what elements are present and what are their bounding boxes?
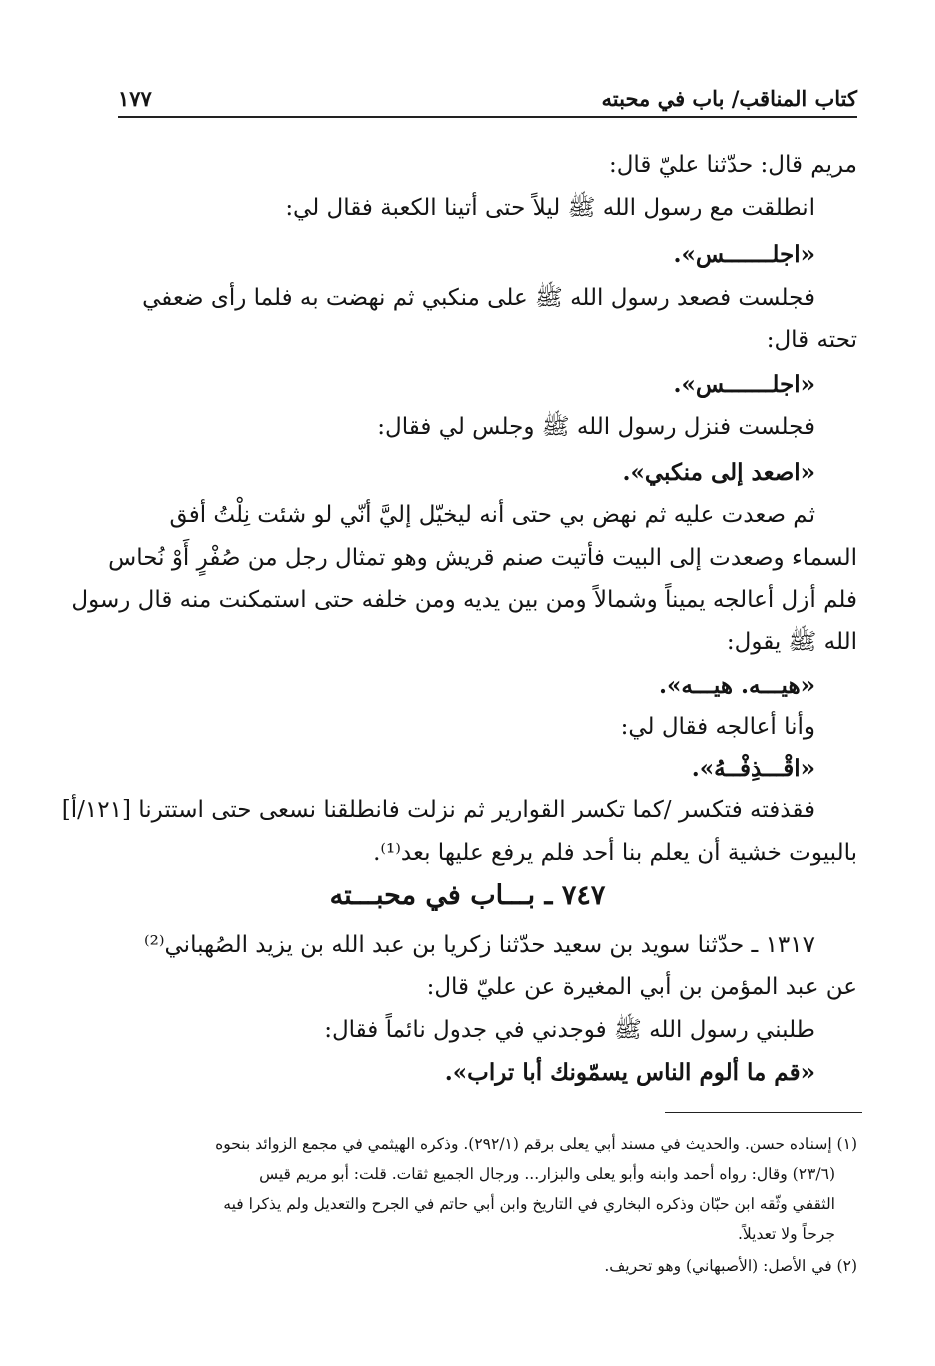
text-line: وأنا أعالجه فقال لي: xyxy=(620,714,815,740)
footnote-line: جرحاً ولا تعديلاً. xyxy=(737,1225,835,1243)
footnote-line: الثقفي وثّقه ابن حبّان وذكره البخاري في التاريخ وابن أبي حاتم في الجرح والتعديل ولم يذكرا فيه xyxy=(223,1195,835,1213)
footnote-line: (١) إسناده حسن. والحديث في مسند أبي يعلى برقم (٢٩٢/١). وذكره الهيثمي في مجمع الزوائد بنحوه xyxy=(215,1135,857,1153)
quote-line: «اجلـــــــس». xyxy=(673,241,815,268)
text-line: مريم قال: حدّثنا عليّ قال: xyxy=(608,152,857,178)
text-line: فجلست فصعد رسول الله ﷺ على منكبي ثم نهضت به فلما رأى ضعفي xyxy=(142,285,815,311)
text-line: ثم صعدت عليه ثم نهض بي حتى أنه ليخيّل إليَّ أنّي لو شئت نِلْتُ أفق xyxy=(169,502,815,528)
text-line: عن عبد المؤمن بن أبي المغيرة عن عليّ قال: xyxy=(426,974,857,1000)
text-line: الله ﷺ يقول: xyxy=(726,629,857,655)
text-line: انطلقت مع رسول الله ﷺ ليلاً حتى أتينا الكعبة فقال لي: xyxy=(285,195,815,221)
running-title: كتاب المناقب/ باب في محبته xyxy=(601,86,857,111)
footnote-rule xyxy=(665,1112,862,1113)
quote-line: «اقْـــذِفْــهُ». xyxy=(691,755,815,782)
text-line: السماء وصعدت إلى البيت فأتيت صنم قريش وهو تمثال رجل من صُفْرٍ أَوْ نُحاس xyxy=(108,545,857,571)
text-line: فجلست فنزل رسول الله ﷺ وجلس لي فقال: xyxy=(377,414,815,440)
text-line: بالبيوت خشية أن يعلم بنا أحد فلم يرفع عليها بعد⁽¹⁾. xyxy=(373,840,857,866)
quote-line: «قم ما ألوم الناس يسمّونك أبا تراب». xyxy=(444,1059,815,1086)
page-number: ١٧٧ xyxy=(118,86,152,111)
running-header xyxy=(118,84,857,116)
text-line: فقذفته فتكسر /كما تكسر القوارير ثم نزلت فانطلقنا نسعى حتى استترنا [١٢١/أ] xyxy=(61,797,815,823)
quote-line: «اصعد إلى منكبي». xyxy=(622,459,815,486)
text-line: تحته قال: xyxy=(766,327,857,353)
header-rule xyxy=(118,116,857,118)
hadith-line: ١٣١٧ ـ حدّثنا سويد بن سعيد حدّثنا زكريا بن عبد الله بن يزيد الصُهباني⁽²⁾ xyxy=(143,932,815,958)
text-line: طلبني رسول الله ﷺ فوجدني في جدول نائماً فقال: xyxy=(324,1017,815,1043)
quote-line: «اجلـــــــس». xyxy=(673,371,815,398)
footnote-line: (٢٣/٦) وقال: رواه أحمد وابنه وأبو يعلى والبزار... ورجال الجميع ثقات. قلت: أبو مريم قيس xyxy=(259,1165,835,1183)
text-line: فلم أزل أعالجه يميناً وشمالاً ومن بين يديه ومن خلفه حتى استمكنت منه قال رسول xyxy=(71,587,857,613)
chapter-heading: ٧٤٧ ـ بـــاب في محبـــته xyxy=(329,880,606,911)
footnote-line: (٢) في الأصل: (الأصبهاني) وهو تحريف. xyxy=(604,1257,857,1275)
quote-line: «هيـــه. هيـــه». xyxy=(658,672,815,699)
